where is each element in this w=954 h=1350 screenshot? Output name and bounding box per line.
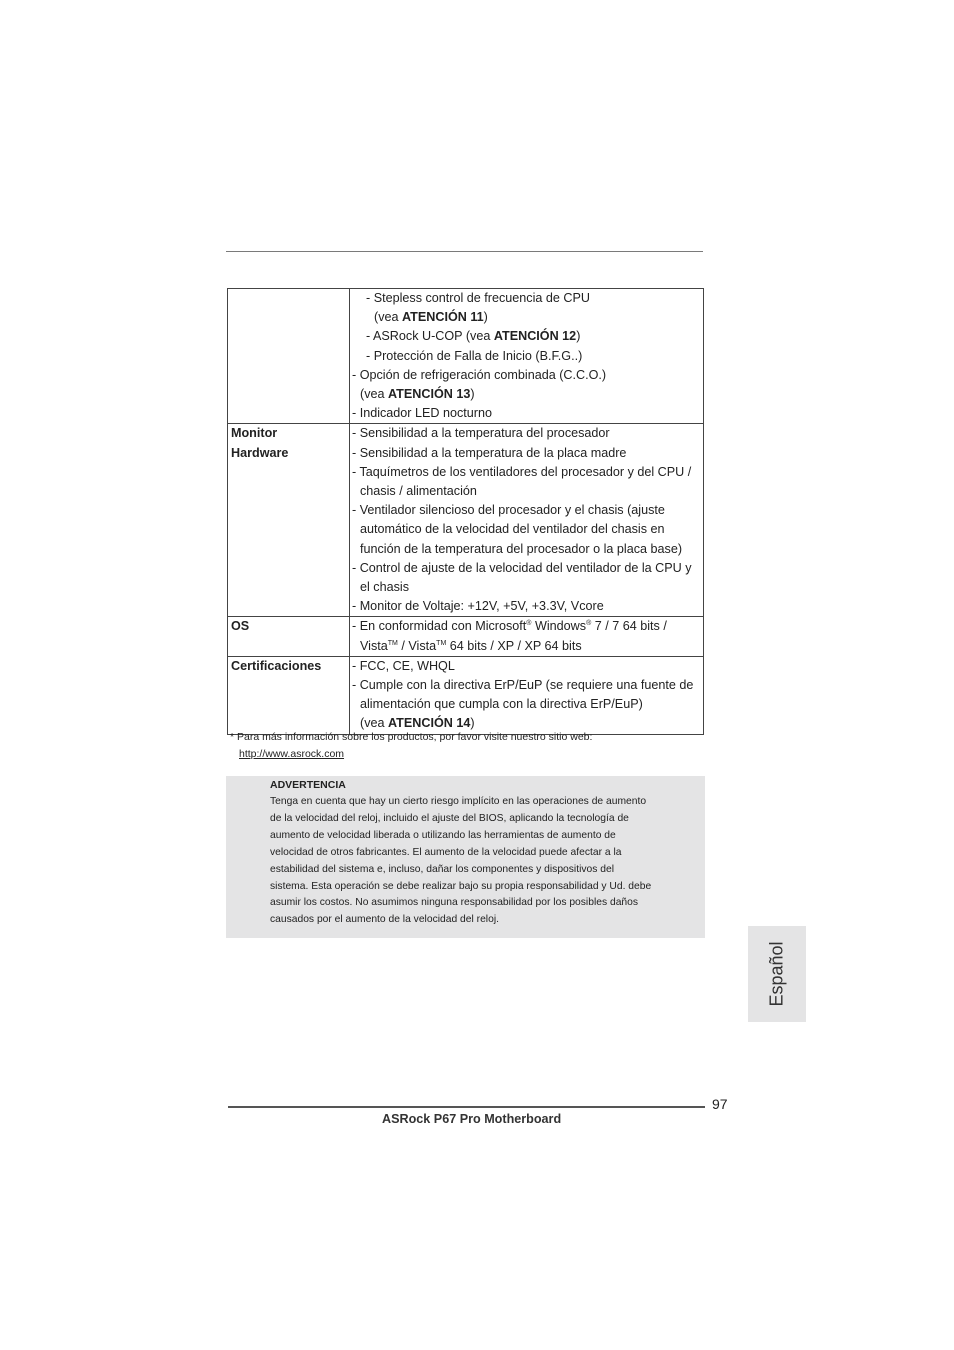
- spec-value-line: (vea ATENCIÓN 14): [360, 716, 475, 731]
- spec-value-line: - Opción de refrigeración combinada (C.C.O.): [352, 367, 607, 382]
- trademark-mark: TM: [387, 639, 398, 647]
- spec-value-line: - Protección de Falla de Inicio (B.F.G..): [366, 348, 583, 363]
- spec-label-line: Monitor: [231, 426, 278, 441]
- spec-label: [228, 617, 350, 656]
- warning-title: ADVERTENCIA: [270, 779, 346, 791]
- spec-value-line: - Control de ajuste de la velocidad del ventilador de la CPU y: [352, 560, 692, 575]
- language-tab-label: Español: [766, 941, 787, 1007]
- trademark-mark: TM: [436, 639, 447, 647]
- top-divider: [226, 251, 703, 252]
- trademark-mark: ®: [586, 620, 592, 628]
- warning-line: Tenga en cuenta que hay un cierto riesgo implícito en las operaciones de aumento: [270, 796, 647, 807]
- spec-value: [350, 424, 704, 617]
- spec-value-line: - Sensibilidad a la temperatura del procesador: [352, 426, 610, 441]
- spec-label: [228, 424, 350, 617]
- warning-line: de la velocidad del reloj, incluido el ajuste del BIOS, aplicando la tecnología de: [270, 812, 629, 824]
- bottom-divider: [228, 1106, 705, 1108]
- spec-value-line: - FCC, CE, WHQL: [352, 658, 455, 673]
- spec-value-line: alimentación que cumpla con la directiva ErP/EuP): [360, 697, 643, 712]
- warning-line: causados por el aumento de la velocidad del reloj.: [270, 914, 499, 926]
- language-tab: [748, 926, 806, 1022]
- spec-row: [228, 424, 704, 617]
- spec-label-line: Hardware: [231, 445, 289, 460]
- spec-value-line: - Cumple con la directiva ErP/EuP (se requiere una fuente de: [352, 678, 694, 693]
- warning-line: sistema. Esta operación se debe realizar bajo su propia responsabilidad y Ud. debe: [270, 880, 652, 892]
- spec-value-line: - Sensibilidad a la temperatura de la placa madre: [352, 445, 627, 460]
- warning-box: [226, 776, 705, 938]
- spec-value-line: (vea ATENCIÓN 11): [374, 310, 488, 325]
- spec-value-line: chasis / alimentación: [360, 484, 477, 499]
- spec-label-line: Certificaciones: [231, 658, 322, 673]
- spec-row: [228, 656, 704, 734]
- spec-row: [228, 289, 704, 424]
- spec-value-line: - Stepless control de frecuencia de CPU: [366, 291, 591, 305]
- spec-value: [350, 289, 704, 424]
- spec-value-line: el chasis: [360, 580, 409, 595]
- note-reference: ATENCIÓN 13: [388, 387, 471, 402]
- footnote-text: * Para más información sobre los productos, por favor visite nuestro sitio web:: [230, 731, 593, 743]
- spec-value-line: - Taquímetros de los ventiladores del procesador y del CPU /: [352, 464, 692, 479]
- spec-value-line: Vista™ / Vista™ 64 bits / XP / XP 64 bits: [360, 638, 582, 653]
- spec-row: [228, 617, 704, 656]
- warning-line: aumento de velocidad liberada o utilizando las herramientas de aumento de: [270, 829, 616, 841]
- page-number: 97: [712, 1096, 728, 1112]
- warning-body: [270, 794, 695, 929]
- spec-value: [350, 617, 704, 656]
- spec-value-line: (vea ATENCIÓN 13): [360, 387, 475, 402]
- spec-label: [228, 656, 350, 734]
- spec-value-line: - Monitor de Voltaje: +12V, +5V, +3.3V, Vcore: [352, 599, 604, 614]
- spec-table: [227, 288, 704, 735]
- spec-value-line: automático de la velocidad del ventilador del chasis en: [360, 522, 665, 537]
- note-reference: ATENCIÓN 11: [402, 310, 484, 325]
- warning-line: estabilidad del sistema e, incluso, dañar los componentes y dispositivos del: [270, 863, 614, 875]
- note-reference: ATENCIÓN 12: [493, 329, 577, 344]
- footnote: [230, 729, 592, 763]
- spec-value-line: - Ventilador silencioso del procesador y el chasis (ajuste: [352, 503, 665, 518]
- footer-title: ASRock P67 Pro Motherboard: [382, 1112, 562, 1126]
- spec-value: [350, 656, 704, 734]
- warning-line: velocidad de otros fabricantes. El aumento de la velocidad puede afectar a la: [270, 846, 622, 858]
- spec-table-body: [228, 289, 704, 735]
- spec-value-line: - Indicador LED nocturno: [352, 406, 493, 421]
- spec-value-line: - ASRock U-COP (vea ATENCIÓN 12): [366, 329, 581, 344]
- warning-line: asumir los costos. No asumimos ninguna responsabilidad por los posibles daños: [270, 897, 639, 909]
- note-reference: ATENCIÓN 14: [388, 716, 471, 731]
- spec-value-line: - En conformidad con Microsoft® Windows® 7 / 7 64 bits /: [352, 619, 667, 634]
- spec-label-line: OS: [231, 619, 250, 634]
- trademark-mark: ®: [526, 620, 532, 628]
- website-link[interactable]: http://www.asrock.com: [239, 748, 345, 760]
- spec-label: [228, 289, 350, 424]
- spec-value-line: función de la temperatura del procesador o la placa base): [360, 541, 683, 556]
